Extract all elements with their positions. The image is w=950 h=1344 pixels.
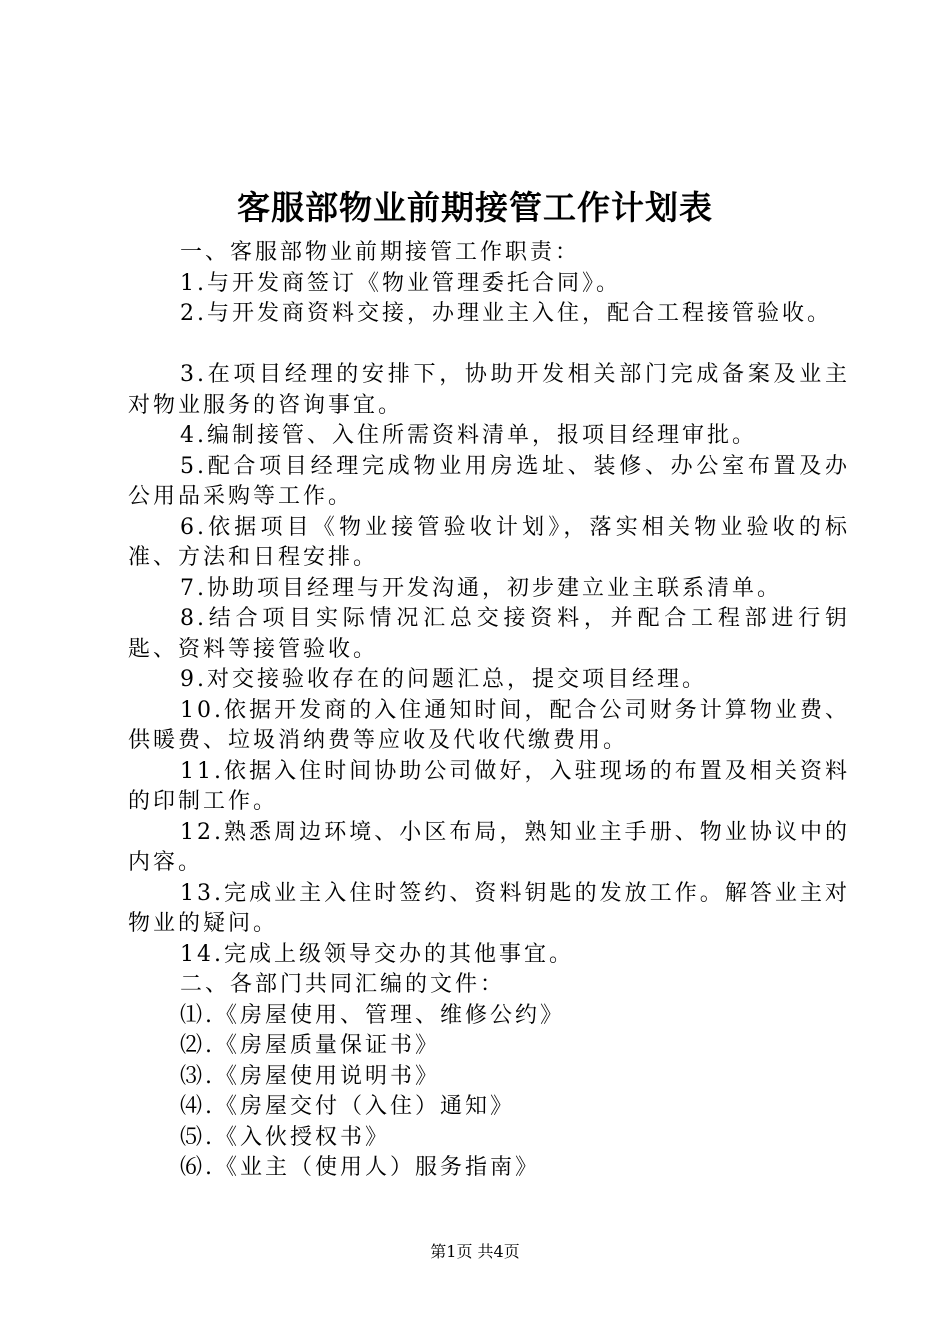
document-list-item-2: ⑵.《房屋质量保证书》 xyxy=(180,1033,440,1058)
list-item-1: 1.与开发商签订《物业管理委托合同》。 xyxy=(180,270,621,296)
document-list-item-3: ⑶.《房屋使用说明书》 xyxy=(180,1063,440,1089)
list-item-9: 9.对交接验收存在的问题汇总，提交项目经理。 xyxy=(180,667,707,692)
document-title: 客服部物业前期接管工作计划表 xyxy=(237,188,713,227)
document-body xyxy=(128,238,850,1184)
list-item-3: 3.在项目经理的安排下，协助开发相关部门完成备案及业主对物业服务的咨询事宜。 xyxy=(128,362,850,418)
list-item-7: 7.协助项目经理与开发沟通，初步建立业主联系清单。 xyxy=(180,575,782,601)
list-item-4: 4.编制接管、入住所需资料清单，报项目经理审批。 xyxy=(180,423,757,448)
page-number-footer: 第1页 共4页 xyxy=(430,1242,520,1261)
list-item-11: 11.依据入住时间协助公司做好，入驻现场的布置及相关资料的印制工作。 xyxy=(128,758,850,814)
list-item-12: 12.熟悉周边环境、小区布局，熟知业主手册、物业协议中的内容。 xyxy=(128,819,850,875)
list-item-14: 14.完成上级领导交办的其他事宜。 xyxy=(180,941,574,967)
list-item-6: 6.依据项目《物业接管验收计划》，落实相关物业验收的标准、方法和日程安排。 xyxy=(128,514,850,570)
document-list-item-1: ⑴.《房屋使用、管理、维修公约》 xyxy=(180,1002,565,1028)
list-item-2: 2.与开发商资料交接，办理业主入住，配合工程接管验收。 xyxy=(180,301,832,326)
document-list-item-6: ⑹.《业主（使用人）服务指南》 xyxy=(180,1155,540,1180)
list-item-13: 13.完成业主入住时签约、资料钥匙的发放工作。解答业主对物业的疑问。 xyxy=(128,880,850,936)
list-item-8: 8.结合项目实际情况汇总交接资料，并配合工程部进行钥匙、资料等接管验收。 xyxy=(128,606,850,662)
list-item-10: 10.依据开发商的入住通知时间，配合公司财务计算物业费、供暖费、垃圾消纳费等应收及代收代缴费用。 xyxy=(128,697,850,753)
section-heading-2: 二、各部门共同汇编的文件： xyxy=(180,972,506,997)
document-list-item-4: ⑷.《房屋交付（入住）通知》 xyxy=(180,1094,515,1119)
document-list-item-5: ⑸.《入伙授权书》 xyxy=(180,1124,390,1150)
section-heading-1: 一、客服部物业前期接管工作职责： xyxy=(180,240,581,265)
list-item-5: 5.配合项目经理完成物业用房选址、装修、办公室布置及办公用品采购等工作。 xyxy=(128,453,850,509)
